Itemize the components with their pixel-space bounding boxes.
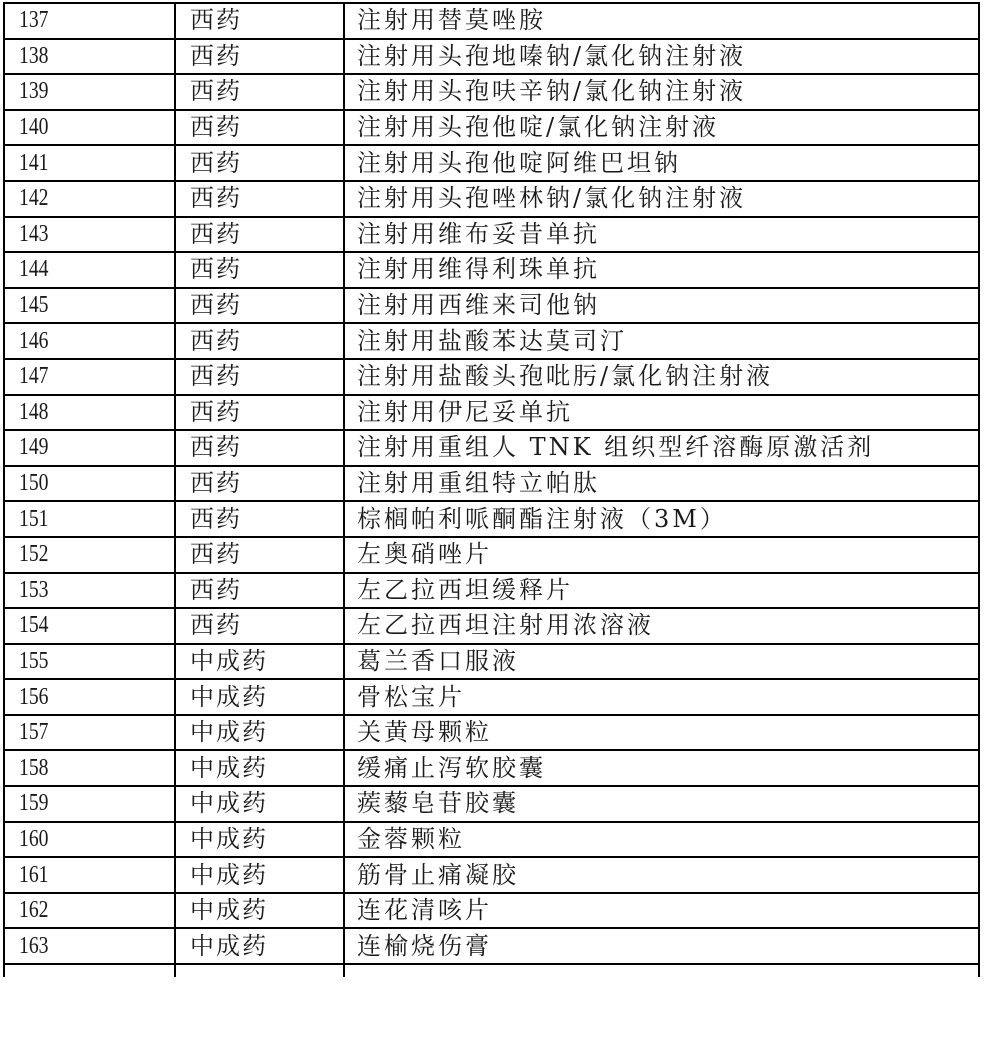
drug-category: 中成药 xyxy=(175,679,344,715)
drug-category: 西药 xyxy=(175,323,344,359)
drug-name: 注射用头孢呋辛钠/氯化钠注射液 xyxy=(344,74,979,110)
row-number: 159 xyxy=(19,790,49,817)
drug-category: 西药 xyxy=(175,110,344,146)
row-number-cell xyxy=(4,644,175,680)
drug-name: 连花清咳片 xyxy=(344,893,979,929)
partial-cell xyxy=(175,964,344,977)
drug-category: 西药 xyxy=(175,288,344,324)
drug-name: 左乙拉西坦注射用浓溶液 xyxy=(344,608,979,644)
row-number: 148 xyxy=(19,398,49,425)
drug-name: 注射用盐酸头孢吡肟/氯化钠注射液 xyxy=(344,359,979,395)
row-number-cell xyxy=(4,501,175,537)
drug-category: 西药 xyxy=(175,3,344,39)
row-number-cell xyxy=(4,928,175,964)
partial-cell xyxy=(344,964,979,977)
row-number-cell xyxy=(4,822,175,858)
drug-list-table xyxy=(3,2,980,977)
table-row xyxy=(4,145,979,181)
row-number: 156 xyxy=(19,683,49,710)
row-number: 139 xyxy=(19,78,49,105)
table-row xyxy=(4,323,979,359)
row-number: 157 xyxy=(19,719,49,746)
row-number: 151 xyxy=(19,505,49,532)
row-number: 143 xyxy=(19,220,49,247)
row-number: 145 xyxy=(19,292,49,319)
table-row xyxy=(4,750,979,786)
drug-category: 西药 xyxy=(175,39,344,75)
row-number-cell xyxy=(4,679,175,715)
drug-name: 筋骨止痛凝胶 xyxy=(344,857,979,893)
drug-category: 西药 xyxy=(175,359,344,395)
row-number-cell xyxy=(4,145,175,181)
row-number-cell xyxy=(4,430,175,466)
table-row xyxy=(4,110,979,146)
row-number-cell xyxy=(4,715,175,751)
table-row xyxy=(4,501,979,537)
table-row xyxy=(4,252,979,288)
drug-category: 中成药 xyxy=(175,928,344,964)
table-row xyxy=(4,608,979,644)
table-row xyxy=(4,573,979,609)
row-number: 152 xyxy=(19,541,49,568)
row-number-cell xyxy=(4,466,175,502)
table-row xyxy=(4,644,979,680)
row-number: 161 xyxy=(19,861,49,888)
drug-category: 西药 xyxy=(175,430,344,466)
row-number: 155 xyxy=(19,647,49,674)
drug-category: 西药 xyxy=(175,74,344,110)
table-row xyxy=(4,359,979,395)
row-number-cell xyxy=(4,573,175,609)
row-number: 163 xyxy=(19,932,49,959)
row-number-cell xyxy=(4,857,175,893)
table-row xyxy=(4,857,979,893)
row-number-cell xyxy=(4,3,175,39)
row-number-cell xyxy=(4,359,175,395)
drug-category: 西药 xyxy=(175,252,344,288)
drug-category: 中成药 xyxy=(175,786,344,822)
drug-name: 注射用头孢他啶阿维巴坦钠 xyxy=(344,145,979,181)
drug-category: 中成药 xyxy=(175,715,344,751)
partial-cell xyxy=(4,964,175,977)
drug-name: 金蓉颗粒 xyxy=(344,822,979,858)
drug-category: 西药 xyxy=(175,217,344,253)
drug-name: 连榆烧伤膏 xyxy=(344,928,979,964)
drug-name: 葛兰香口服液 xyxy=(344,644,979,680)
row-number-cell xyxy=(4,608,175,644)
drug-name: 注射用头孢唑林钠/氯化钠注射液 xyxy=(344,181,979,217)
table-row xyxy=(4,928,979,964)
drug-category: 西药 xyxy=(175,501,344,537)
drug-name: 注射用头孢他啶/氯化钠注射液 xyxy=(344,110,979,146)
table-row xyxy=(4,466,979,502)
drug-name: 注射用盐酸苯达莫司汀 xyxy=(344,323,979,359)
drug-category: 西药 xyxy=(175,181,344,217)
drug-category: 中成药 xyxy=(175,750,344,786)
drug-category: 西药 xyxy=(175,145,344,181)
table-row xyxy=(4,893,979,929)
drug-name: 注射用替莫唑胺 xyxy=(344,3,979,39)
drug-name: 注射用头孢地嗪钠/氯化钠注射液 xyxy=(344,39,979,75)
row-number: 162 xyxy=(19,897,49,924)
table-row xyxy=(4,288,979,324)
drug-category: 中成药 xyxy=(175,644,344,680)
table-row xyxy=(4,395,979,431)
drug-name: 左乙拉西坦缓释片 xyxy=(344,573,979,609)
table-row xyxy=(4,217,979,253)
drug-category: 中成药 xyxy=(175,893,344,929)
drug-name: 注射用伊尼妥单抗 xyxy=(344,395,979,431)
drug-name: 注射用重组特立帕肽 xyxy=(344,466,979,502)
row-number-cell xyxy=(4,786,175,822)
row-number-cell xyxy=(4,39,175,75)
row-number-cell xyxy=(4,323,175,359)
row-number: 160 xyxy=(19,825,49,852)
drug-name: 左奥硝唑片 xyxy=(344,537,979,573)
drug-name: 蒺藜皂苷胶囊 xyxy=(344,786,979,822)
row-number-cell xyxy=(4,893,175,929)
table-row xyxy=(4,537,979,573)
row-number: 153 xyxy=(19,576,49,603)
row-number: 150 xyxy=(19,470,49,497)
row-number: 158 xyxy=(19,754,49,781)
table-row xyxy=(4,74,979,110)
drug-category: 西药 xyxy=(175,395,344,431)
drug-category: 中成药 xyxy=(175,822,344,858)
drug-name: 缓痛止泻软胶囊 xyxy=(344,750,979,786)
drug-name: 注射用维得利珠单抗 xyxy=(344,252,979,288)
row-number-cell xyxy=(4,395,175,431)
row-number-cell xyxy=(4,181,175,217)
row-number-cell xyxy=(4,110,175,146)
row-number: 138 xyxy=(19,42,49,69)
row-number-cell xyxy=(4,252,175,288)
table-row xyxy=(4,715,979,751)
table-row-partial xyxy=(4,964,979,977)
drug-category: 西药 xyxy=(175,608,344,644)
table-row xyxy=(4,39,979,75)
drug-name: 关黄母颗粒 xyxy=(344,715,979,751)
table-row xyxy=(4,786,979,822)
row-number-cell xyxy=(4,537,175,573)
row-number-cell xyxy=(4,750,175,786)
row-number: 141 xyxy=(19,149,49,176)
drug-name: 注射用维布妥昔单抗 xyxy=(344,217,979,253)
table-row xyxy=(4,679,979,715)
row-number: 140 xyxy=(19,114,49,141)
drug-name: 注射用重组人 TNK 组织型纤溶酶原激活剂 xyxy=(344,430,979,466)
row-number-cell xyxy=(4,74,175,110)
drug-category: 西药 xyxy=(175,466,344,502)
table-row xyxy=(4,822,979,858)
row-number: 137 xyxy=(19,7,49,34)
row-number: 144 xyxy=(19,256,49,283)
drug-category: 西药 xyxy=(175,573,344,609)
table-row xyxy=(4,430,979,466)
row-number: 149 xyxy=(19,434,49,461)
table-row xyxy=(4,181,979,217)
drug-name: 骨松宝片 xyxy=(344,679,979,715)
drug-name: 棕榈帕利哌酮酯注射液（3M） xyxy=(344,501,979,537)
table-row xyxy=(4,3,979,39)
row-number: 147 xyxy=(19,363,49,390)
drug-category: 中成药 xyxy=(175,857,344,893)
row-number-cell xyxy=(4,217,175,253)
row-number: 146 xyxy=(19,327,49,354)
row-number: 154 xyxy=(19,612,49,639)
row-number: 142 xyxy=(19,185,49,212)
drug-category: 西药 xyxy=(175,537,344,573)
row-number-cell xyxy=(4,288,175,324)
table-body xyxy=(4,3,979,977)
drug-name: 注射用西维来司他钠 xyxy=(344,288,979,324)
